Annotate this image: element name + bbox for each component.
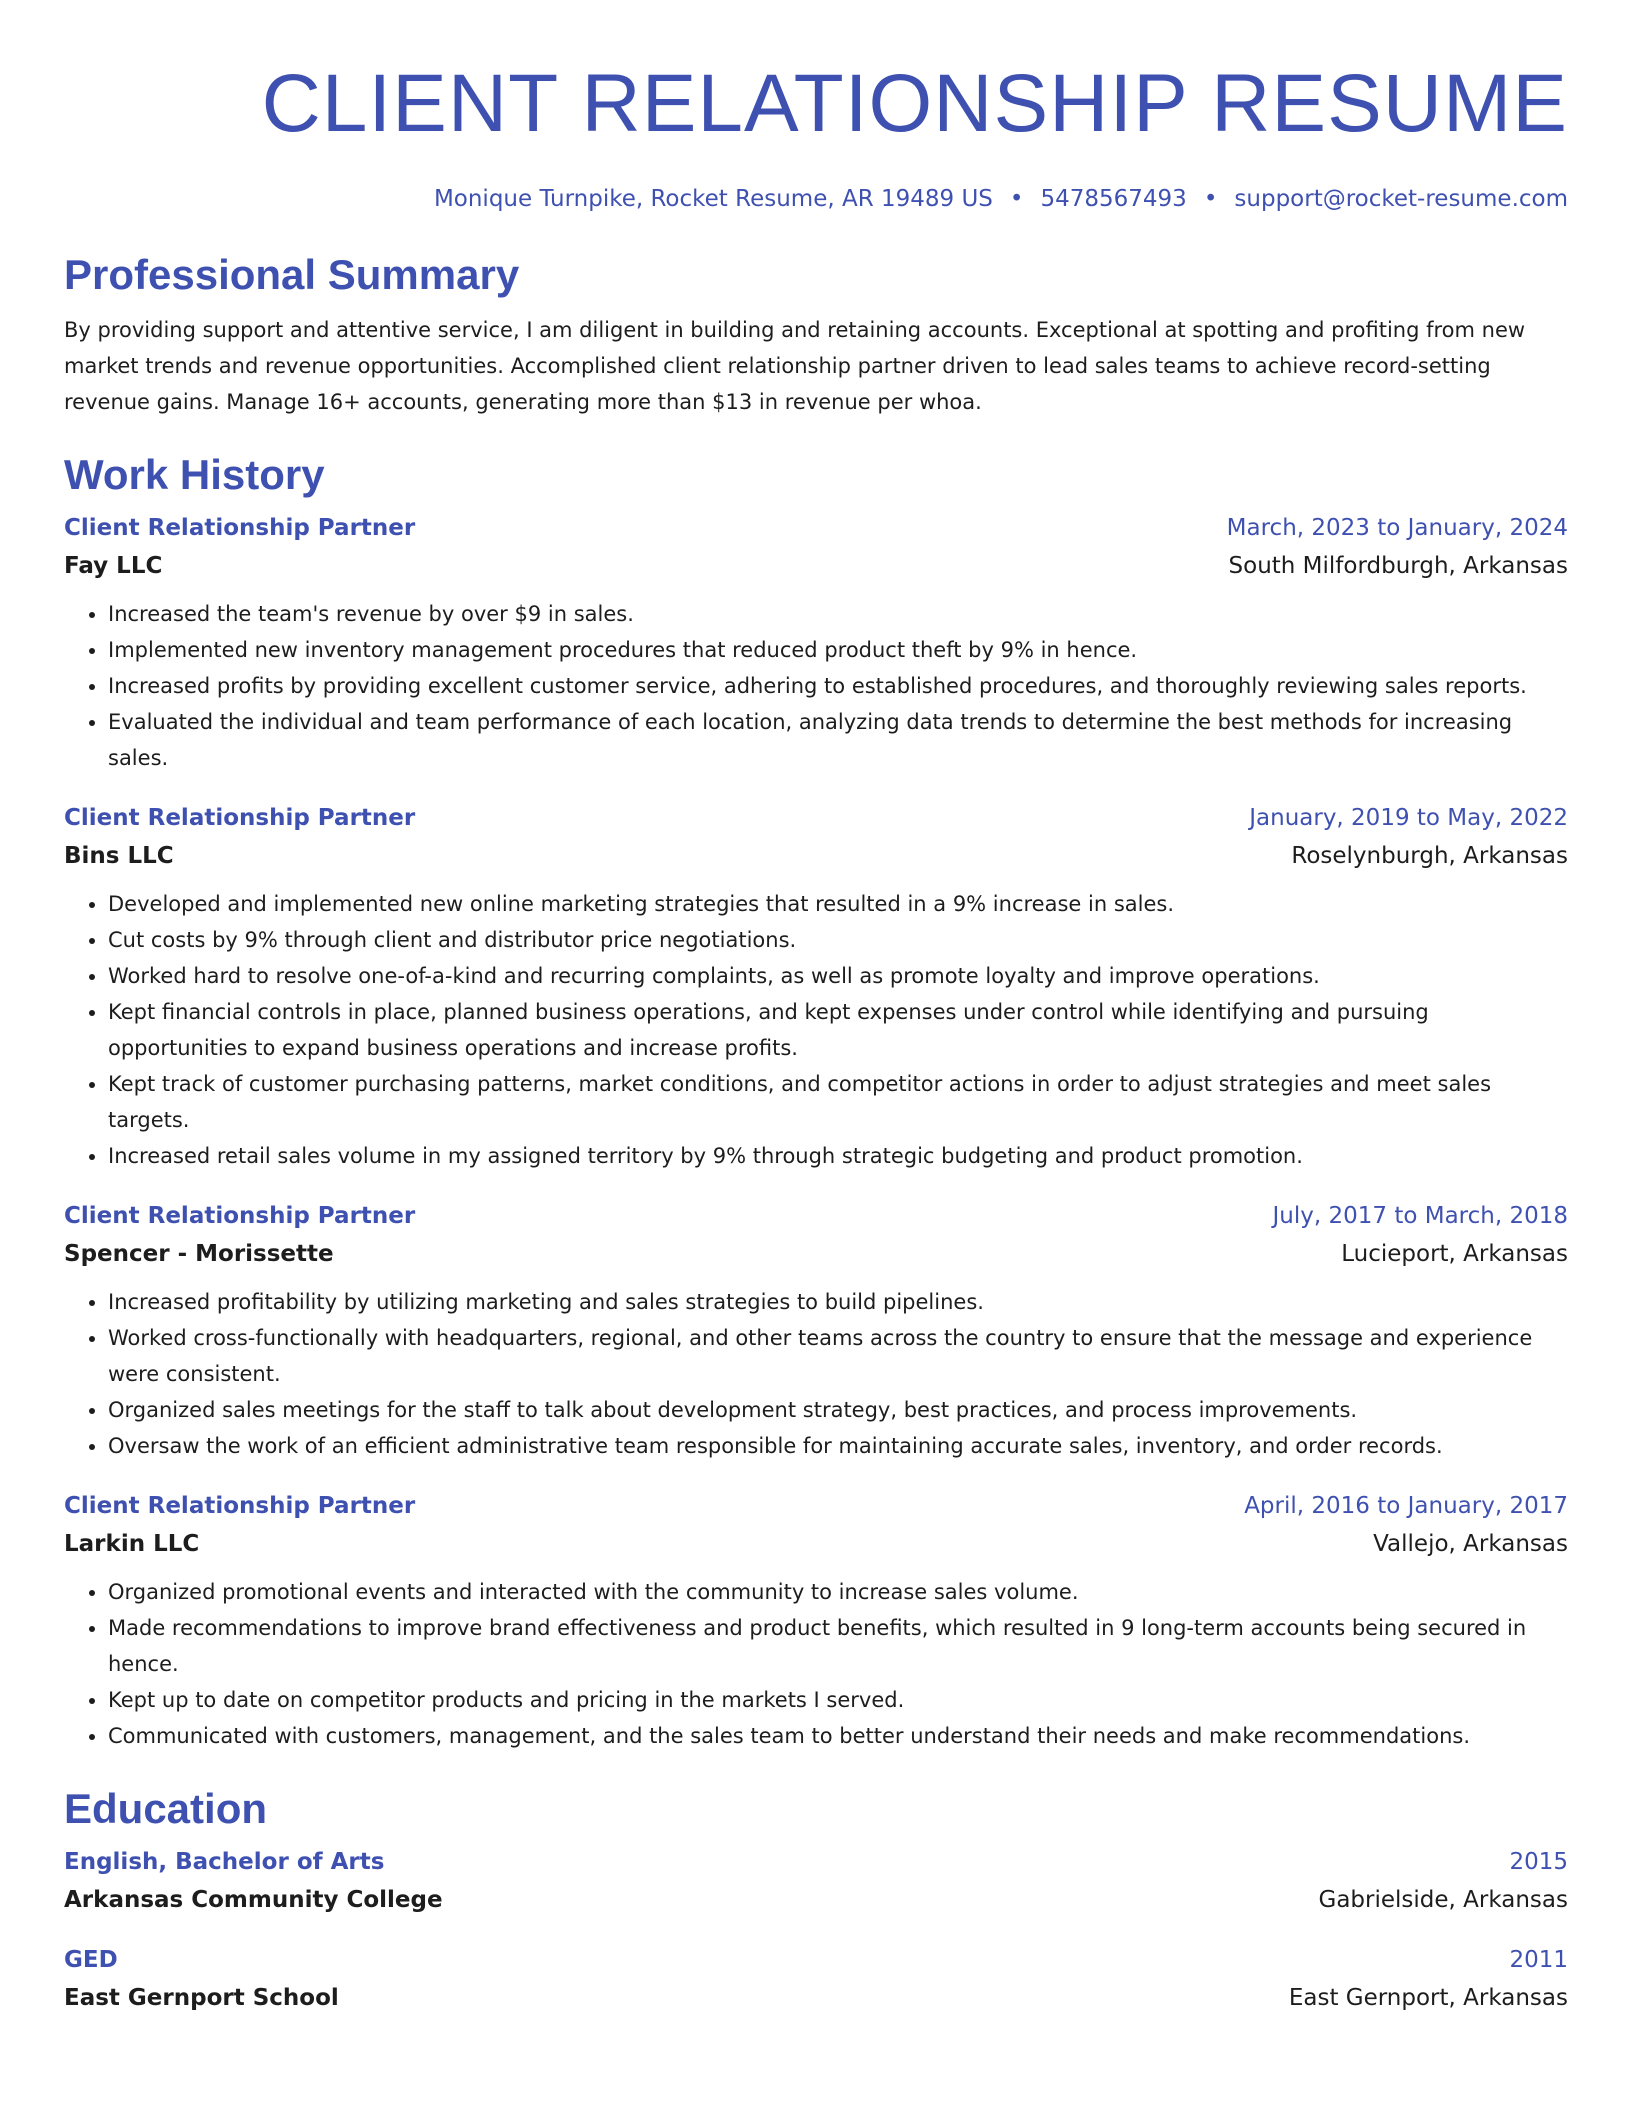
education-year: 2015	[1509, 1849, 1568, 1875]
job-location: Vallejo, Arkansas	[1373, 1531, 1568, 1557]
job-title: Client Relationship Partner	[64, 805, 416, 831]
education-location: Gabrielside, Arkansas	[1318, 1887, 1568, 1913]
job-bullet: • Worked cross-functionally with headquarters, regional, and other teams across the country to ensure that the message and experience were consistent.	[108, 1320, 1568, 1392]
summary-text: By providing support and attentive service, I am diligent in building and retaining accounts. Exceptional at spotting and profiting from new market trends and revenue opportunities. Accomplished client relationship partner driven to lead sales teams to achieve record-setting revenue gains. Manage 16+ accounts, generating more than $13 in revenue per whoa.	[64, 318, 1526, 414]
job-bullet: • Kept financial controls in place, planned business operations, and kept expenses under control while identifying and pursuing opportunities to expand business operations and increase profits.	[108, 994, 1568, 1066]
education-school-row	[64, 1982, 1568, 2014]
job-header-row	[64, 802, 1568, 834]
job-bullet-list	[64, 596, 1568, 776]
contact-separator: •	[1203, 186, 1218, 212]
job-company: Spencer - Morissette	[64, 1241, 334, 1267]
job-title: Client Relationship Partner	[64, 1493, 416, 1519]
job-dates: April, 2016 to January, 2017	[1244, 1493, 1568, 1519]
job-bullet: • Increased the team's revenue by over $9 in sales.	[108, 596, 1568, 632]
education-degree: English, Bachelor of Arts	[64, 1849, 385, 1875]
education-degree: GED	[64, 1947, 118, 1973]
job-header-row	[64, 1200, 1568, 1232]
job-company-row	[64, 1238, 1568, 1270]
education-location: East Gernport, Arkansas	[1288, 1985, 1568, 2011]
section-heading-summary: Professional Summary	[64, 251, 520, 298]
education-school: East Gernport School	[64, 1985, 339, 2011]
job-bullet: • Cut costs by 9% through client and distributor price negotiations.	[108, 922, 1568, 958]
job-dates: July, 2017 to March, 2018	[1272, 1203, 1568, 1229]
education-year: 2011	[1509, 1947, 1568, 1973]
education-school: Arkansas Community College	[64, 1887, 443, 1913]
job-company-row	[64, 840, 1568, 872]
job-bullet: • Developed and implemented new online marketing strategies that resulted in a 9% increase in sales.	[108, 886, 1568, 922]
job-bullet-list	[64, 1574, 1568, 1754]
job-bullet: • Organized promotional events and interacted with the community to increase sales volume.	[108, 1574, 1568, 1610]
job-bullet: • Kept up to date on competitor products and pricing in the markets I served.	[108, 1682, 1568, 1718]
job-header-row	[64, 1490, 1568, 1522]
job-bullet: • Organized sales meetings for the staff to talk about development strategy, best practices, and process improvements.	[108, 1392, 1568, 1428]
job-location: South Milfordburgh, Arkansas	[1228, 553, 1568, 579]
education-list	[64, 1846, 1568, 2014]
job-bullet: • Increased retail sales volume in my assigned territory by 9% through strategic budgeting and product promotion.	[108, 1138, 1568, 1174]
job-entry	[64, 1200, 1568, 1464]
job-bullet: • Increased profits by providing excellent customer service, adhering to established procedures, and thoroughly reviewing sales reports.	[108, 668, 1568, 704]
job-bullet: • Made recommendations to improve brand effectiveness and product benefits, which resulted in 9 long-term accounts being secured in hence.	[108, 1610, 1568, 1682]
job-company: Larkin LLC	[64, 1531, 200, 1557]
work-history-list	[64, 512, 1568, 1754]
job-entry	[64, 1490, 1568, 1754]
job-entry	[64, 512, 1568, 776]
job-bullet: • Evaluated the individual and team performance of each location, analyzing data trends to determine the best methods for increasing sales.	[108, 704, 1568, 776]
contact-line	[64, 184, 1568, 214]
job-header-row	[64, 512, 1568, 544]
job-company-row	[64, 1528, 1568, 1560]
job-dates: January, 2019 to May, 2022	[1249, 805, 1568, 831]
job-dates: March, 2023 to January, 2024	[1226, 515, 1568, 541]
education-entry	[64, 1944, 1568, 2014]
job-bullet: • Increased profitability by utilizing marketing and sales strategies to build pipelines.	[108, 1284, 1568, 1320]
job-company-row	[64, 550, 1568, 582]
job-company: Fay LLC	[64, 553, 163, 579]
contact-email[interactable]: support@rocket-resume.com	[1234, 186, 1568, 212]
education-school-row	[64, 1884, 1568, 1916]
education-entry	[64, 1846, 1568, 1916]
contact-phone: 5478567493	[1040, 186, 1187, 212]
job-bullet: • Oversaw the work of an efficient administrative team responsible for maintaining accurate sales, inventory, and order records.	[108, 1428, 1568, 1464]
education-header-row	[64, 1846, 1568, 1878]
section-heading-education: Education	[64, 1785, 268, 1832]
job-entry	[64, 802, 1568, 1174]
job-title: Client Relationship Partner	[64, 515, 416, 541]
job-bullet: • Kept track of customer purchasing patterns, market conditions, and competitor actions in order to adjust strategies and meet sales targets.	[108, 1066, 1568, 1138]
contact-address: Monique Turnpike, Rocket Resume, AR 19489 US	[433, 186, 993, 212]
job-location: Roselynburgh, Arkansas	[1291, 843, 1568, 869]
job-company: Bins LLC	[64, 843, 174, 869]
job-bullet: • Worked hard to resolve one-of-a-kind and recurring complaints, as well as promote loyalty and improve operations.	[108, 958, 1568, 994]
education-header-row	[64, 1944, 1568, 1976]
job-bullet-list	[64, 886, 1568, 1174]
job-title: Client Relationship Partner	[64, 1203, 416, 1229]
contact-separator: •	[1009, 186, 1024, 212]
job-bullet: • Implemented new inventory management procedures that reduced product theft by 9% in hence.	[108, 632, 1568, 668]
job-bullet-list	[64, 1284, 1568, 1464]
section-heading-work-history: Work History	[64, 451, 325, 498]
job-location: Lucieport, Arkansas	[1341, 1241, 1568, 1267]
resume-title: CLIENT RELATIONSHIP RESUME	[261, 58, 1568, 149]
job-bullet: • Communicated with customers, management, and the sales team to better understand their needs and make recommendations.	[108, 1718, 1568, 1754]
